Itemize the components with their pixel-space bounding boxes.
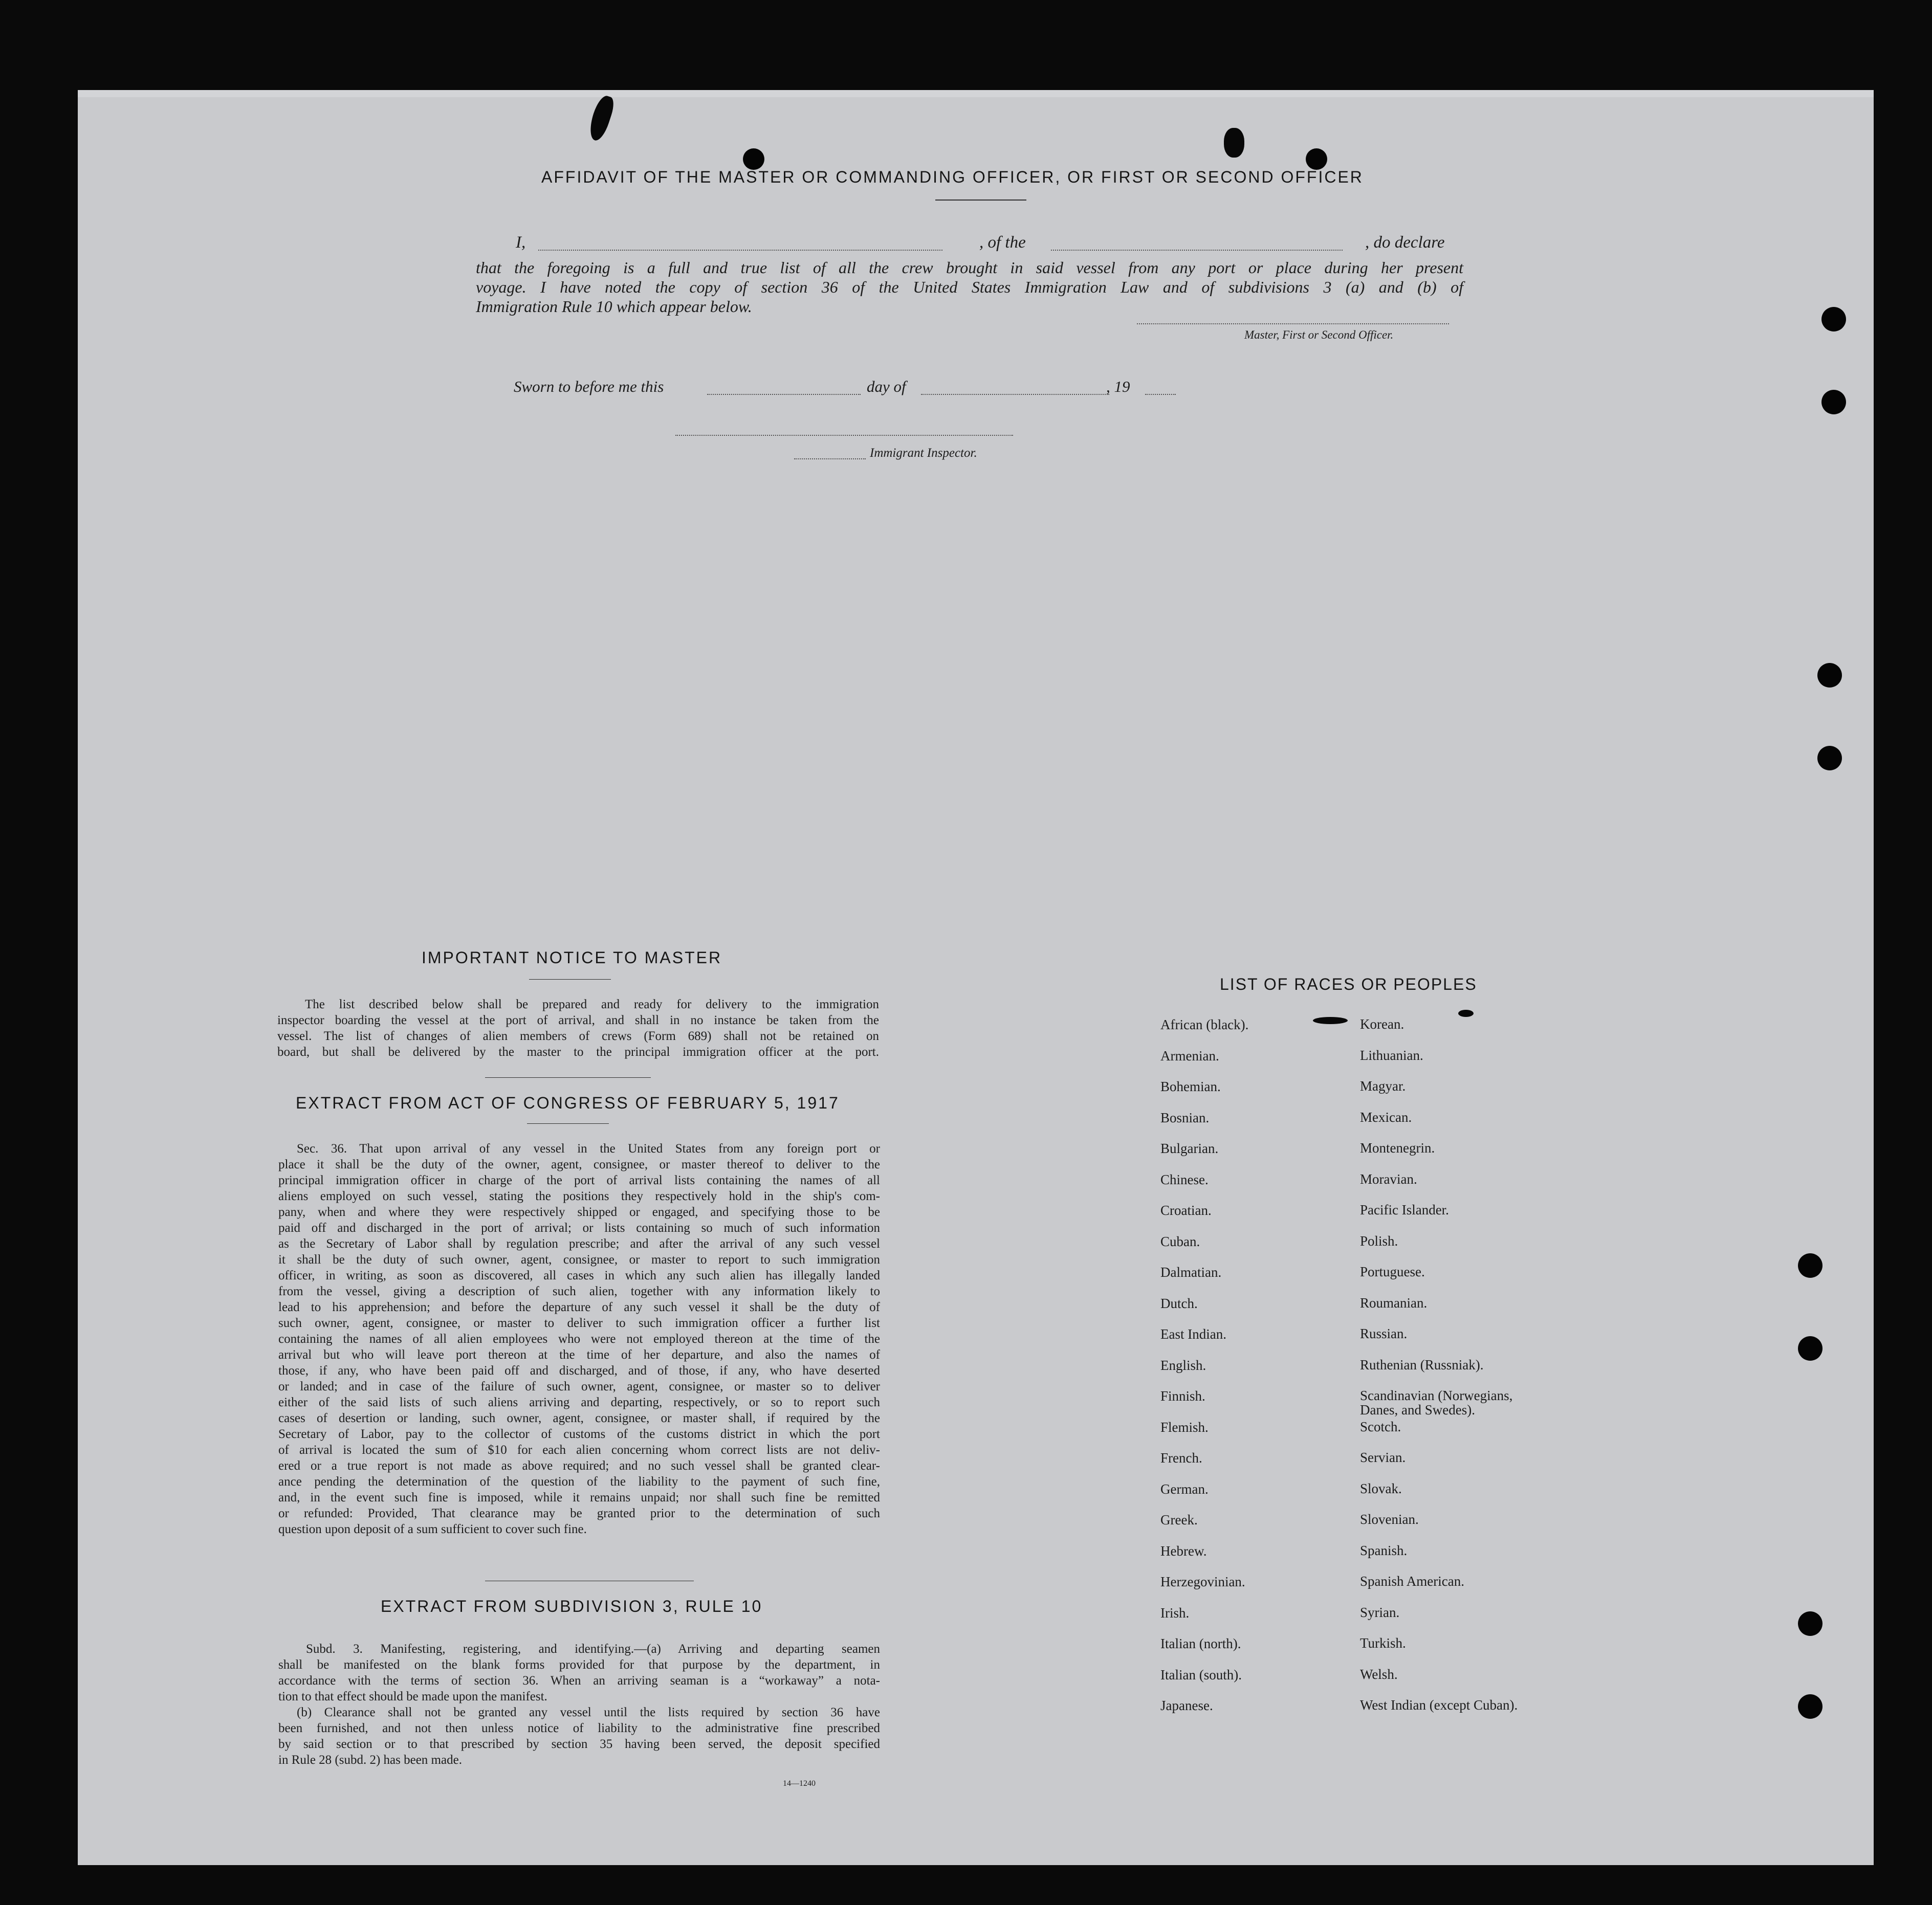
- act-extract-title: EXTRACT FROM ACT OF CONGRESS OF FEBRUARY 5, 1917: [296, 1094, 840, 1112]
- race-item: East Indian.: [1160, 1326, 1226, 1342]
- signature-blank[interactable]: [1137, 323, 1449, 324]
- sworn-day-of: day of: [867, 378, 906, 395]
- rule-extract-body: [278, 1641, 880, 1768]
- race-item: Flemish.: [1160, 1420, 1209, 1435]
- act-line: Sec. 36. That upon arrival of any vessel in the United States from any foreign port or: [297, 1142, 880, 1156]
- race-item: Japanese.: [1160, 1698, 1213, 1713]
- act-line: pany, when and where they were respectively shipped or engaged, and specifying those to be: [278, 1205, 880, 1219]
- race-item: Spanish.: [1360, 1543, 1408, 1558]
- document-page: [78, 90, 1874, 1865]
- act-line: ered or a true report is not made as above required; and no such vessel shall be granted clear-: [278, 1459, 880, 1473]
- sworn-day-blank[interactable]: [707, 394, 861, 395]
- act-line: cases of desertion or landing, such owner, agent, consignee, or master shall, if required by the: [278, 1411, 880, 1425]
- rule-line: tion to that effect should be made upon the manifest.: [278, 1690, 547, 1703]
- act-rule: [527, 1123, 609, 1124]
- inspector-label: Immigrant Inspector.: [870, 446, 977, 460]
- hole-punch: [1798, 1253, 1823, 1278]
- sworn-year-blank[interactable]: [1145, 394, 1176, 395]
- affidavit-body-line: Immigration Rule 10 which appear below.: [476, 297, 752, 316]
- affidavit-i: I,: [516, 233, 526, 252]
- act-line: as the Secretary of Labor shall by regulation prescribe; and after the arrival of any such vessel: [278, 1237, 880, 1251]
- inspector-signature-blank[interactable]: [675, 435, 1013, 436]
- race-item: Dalmatian.: [1160, 1265, 1222, 1280]
- race-item: Ruthenian (Russniak).: [1360, 1357, 1484, 1372]
- notice-line: inspector boarding the vessel at the port of arrival, and shall in no instance be taken from the: [277, 1013, 879, 1027]
- race-item: Croatian.: [1160, 1203, 1212, 1218]
- race-item: Roumanian.: [1360, 1295, 1428, 1311]
- race-item: Slovak.: [1360, 1481, 1402, 1496]
- race-item: Portuguese.: [1360, 1264, 1425, 1279]
- race-item: Cuban.: [1160, 1234, 1200, 1249]
- notice-body: [277, 996, 879, 1060]
- ink-blot: [1224, 128, 1244, 158]
- race-item: African (black).: [1160, 1017, 1249, 1032]
- affidavit-title: AFFIDAVIT OF THE MASTER OR COMMANDING OFFICER, OR FIRST OR SECOND OFFICER: [541, 168, 1364, 186]
- name-blank[interactable]: [538, 250, 942, 251]
- act-line: of arrival is located the sum of $10 for each alien concerning whom correct lists are not deliv-: [278, 1443, 880, 1457]
- race-item: Greek.: [1160, 1512, 1198, 1527]
- race-item: Lithuanian.: [1360, 1048, 1423, 1063]
- notice-rule: [529, 979, 611, 980]
- race-item: Herzegovinian.: [1160, 1574, 1245, 1589]
- affidavit-body: [476, 258, 1463, 316]
- hole-punch: [1798, 1611, 1823, 1636]
- act-line: question upon deposit of a sum sufficient to cover such fine.: [278, 1522, 587, 1536]
- race-item: English.: [1160, 1358, 1206, 1373]
- signature-label: Master, First or Second Officer.: [1244, 328, 1394, 341]
- notice-line: board, but shall be delivered by the master to the principal immigration officer at the port.: [277, 1045, 879, 1059]
- rule-line: accordance with the terms of section 36. When an arriving seaman is a “workaway” a nota-: [278, 1674, 880, 1688]
- notice-title: IMPORTANT NOTICE TO MASTER: [422, 948, 722, 967]
- race-item: Armenian.: [1160, 1048, 1219, 1064]
- act-line: from the vessel, giving a description of such alien, together with any information likely to: [278, 1284, 880, 1298]
- race-item: Syrian.: [1360, 1605, 1400, 1620]
- race-item: Irish.: [1160, 1605, 1190, 1621]
- sworn-year: , 19: [1106, 378, 1130, 395]
- race-item: German.: [1160, 1481, 1209, 1497]
- races-title: LIST OF RACES OR PEOPLES: [1220, 975, 1477, 993]
- affidavit-body-line: voyage. I have noted the copy of section 36 of the United States Immigration Law and of subdivisions 3 (a) and (b) of: [476, 278, 1463, 296]
- act-line: arrival but who will leave port thereon at the time of her departure, and also the names of: [278, 1348, 880, 1362]
- act-line: or landed; and in case of the failure of such owner, agent, consignee, or master so to deliver: [278, 1380, 880, 1393]
- hole-punch: [1821, 390, 1846, 414]
- hole-punch: [743, 148, 764, 170]
- inspector-dotted-lead: [794, 458, 866, 459]
- hole-punch: [1817, 746, 1842, 770]
- act-line: Secretary of Labor, pay to the collector of customs of the customs district in which the port: [278, 1427, 880, 1441]
- race-item: Italian (north).: [1160, 1636, 1241, 1651]
- section-rule: [485, 1077, 651, 1078]
- race-item: Scotch.: [1360, 1419, 1401, 1434]
- race-item: Pacific Islander.: [1360, 1202, 1449, 1217]
- act-line: aliens employed on such vessel, stating the positions they respectively hold in the ship's com-: [278, 1189, 880, 1203]
- rule-line: shall be manifested on the blank forms provided for that purpose by the department, in: [278, 1658, 880, 1672]
- affidavit-of-the: , of the: [979, 233, 1026, 252]
- race-item: French.: [1160, 1450, 1202, 1466]
- hole-punch: [1306, 148, 1327, 170]
- act-extract-body: [278, 1141, 880, 1537]
- vessel-blank[interactable]: [1051, 250, 1343, 251]
- race-item: Montenegrin.: [1360, 1140, 1435, 1156]
- hole-punch: [1798, 1694, 1823, 1719]
- ink-smudge: [1458, 1010, 1474, 1017]
- race-item: Finnish.: [1160, 1388, 1205, 1404]
- act-line: it shall be the duty of such owner, agent, consignee, or master to report to such immigration: [278, 1253, 880, 1267]
- race-item: Spanish American.: [1360, 1574, 1464, 1589]
- race-item: Mexican.: [1360, 1110, 1412, 1125]
- hole-punch: [1817, 663, 1842, 688]
- hole-punch: [1821, 307, 1846, 331]
- notice-line: The list described below shall be prepared and ready for delivery to the immigration: [305, 998, 879, 1011]
- ink-blot: [586, 94, 617, 143]
- race-item: Turkish.: [1360, 1635, 1406, 1651]
- race-item: Hebrew.: [1160, 1543, 1207, 1559]
- race-item: Scandinavian (Norwegians, Danes, and Swedes).: [1360, 1388, 1513, 1417]
- affidavit-do-declare: , do declare: [1365, 233, 1445, 252]
- act-line: paid off and discharged in the port of arrival; or lists containing so much of such information: [278, 1221, 880, 1235]
- page-edge: [78, 90, 1874, 97]
- act-line: either of the said lists of such aliens arriving and departing, respectively, or so to report such: [278, 1395, 880, 1409]
- sworn-prefix: Sworn to before me this: [514, 378, 664, 395]
- act-line: those, if any, who have been paid off and discharged, and of those, if any, who have deserted: [278, 1364, 880, 1378]
- act-line: principal immigration officer in charge of the port of arrival lists containing the names of all: [278, 1173, 880, 1187]
- title-rule: [935, 200, 1026, 201]
- hole-punch: [1798, 1336, 1823, 1361]
- race-item: Russian.: [1360, 1326, 1408, 1341]
- race-item: Polish.: [1360, 1233, 1398, 1249]
- rule-line: (b) Clearance shall not be granted any vessel until the lists required by section 36 have: [297, 1705, 880, 1719]
- rule-line: been furnished, and not then unless notice of liability to the administrative fine prescribed: [278, 1721, 880, 1735]
- ink-smudge: [1313, 1017, 1348, 1024]
- act-line: containing the names of all alien employees who were not employed thereon at the time of the: [278, 1332, 880, 1346]
- race-item: Bulgarian.: [1160, 1141, 1219, 1156]
- act-line: ance pending the determination of the question of the liability to the payment of such fine,: [278, 1475, 880, 1489]
- race-item: Slovenian.: [1360, 1512, 1419, 1527]
- act-line: place it shall be the duty of the owner, agent, consignee, or master thereof to deliver to the: [278, 1158, 880, 1171]
- race-item: Magyar.: [1360, 1078, 1406, 1094]
- race-item: Moravian.: [1360, 1171, 1417, 1187]
- race-item: Chinese.: [1160, 1172, 1209, 1187]
- rule-extract-title: EXTRACT FROM SUBDIVISION 3, RULE 10: [381, 1597, 763, 1615]
- act-line: such owner, agent, consignee, or master to deliver to such immigration officer a further list: [278, 1316, 880, 1330]
- race-item: Servian.: [1360, 1450, 1406, 1465]
- race-item: West Indian (except Cuban).: [1360, 1697, 1518, 1713]
- act-line: and, in the event such fine is imposed, while it remains unpaid; nor shall such fine be remitted: [278, 1491, 880, 1504]
- affidavit-body-line: that the foregoing is a full and true list of all the crew brought in said vessel from any port or place during her present: [476, 258, 1463, 277]
- rule-line: in Rule 28 (subd. 2) has been made.: [278, 1753, 462, 1767]
- notice-line: vessel. The list of changes of alien members of crews (Form 689) shall not be retained on: [277, 1029, 879, 1043]
- sworn-month-blank[interactable]: [921, 394, 1109, 395]
- act-line: or refunded: Provided, That clearance may be granted prior to the determination of such: [278, 1507, 880, 1520]
- act-line: lead to his apprehension; and before the departure of any such vessel it shall be the duty of: [278, 1300, 880, 1314]
- form-number: 14—1240: [783, 1779, 816, 1788]
- race-item: Bosnian.: [1160, 1110, 1210, 1125]
- race-item: Korean.: [1360, 1016, 1404, 1032]
- rule-line: Subd. 3. Manifesting, registering, and identifying.—(a) Arriving and departing seamen: [306, 1642, 880, 1656]
- rule-line: by said section or to that prescribed by section 35 having been served, the deposit specified: [278, 1737, 880, 1751]
- act-line: officer, in writing, as soon as discovered, all cases in which any such alien has illegally landed: [278, 1269, 880, 1282]
- race-item: Dutch.: [1160, 1296, 1198, 1311]
- race-item: Italian (south).: [1160, 1667, 1242, 1682]
- race-item: Welsh.: [1360, 1667, 1398, 1682]
- race-item: Bohemian.: [1160, 1079, 1221, 1094]
